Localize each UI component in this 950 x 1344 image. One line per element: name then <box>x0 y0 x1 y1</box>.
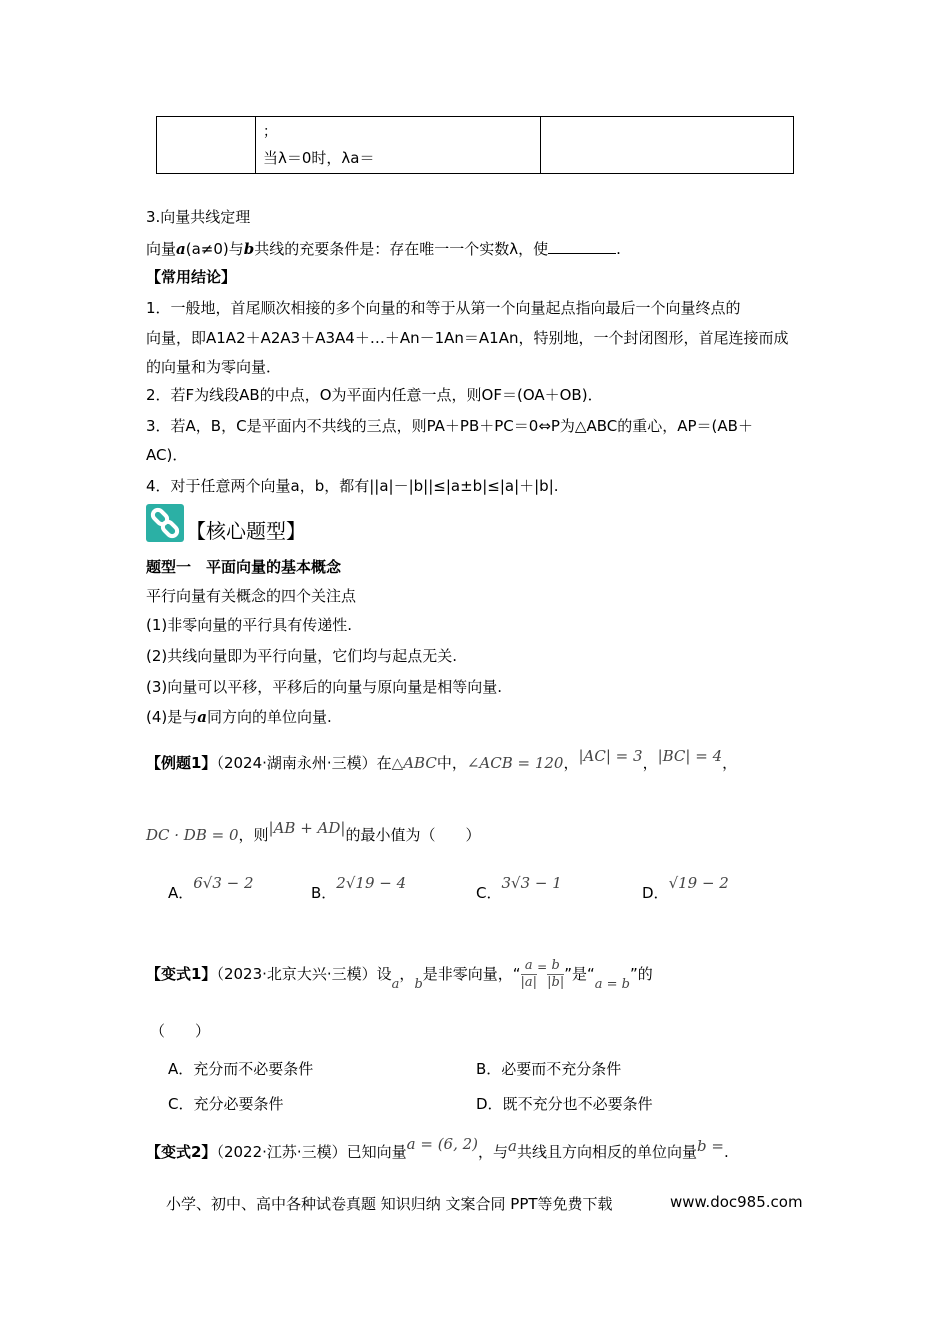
variant1-option-c[interactable] <box>168 1093 284 1114</box>
text-segment: ， <box>722 754 738 772</box>
option-letter: D． <box>642 884 669 902</box>
text-segment: ”是“ <box>564 965 595 983</box>
variant1-option-a[interactable] <box>168 1058 313 1079</box>
note-2: (2)共线向量即为平行向量，它们均与起点无关. <box>146 647 458 665</box>
fraction-denominator: |a| <box>520 975 538 990</box>
conclusions-heading: 【常用结论】 <box>146 268 237 286</box>
definition-table <box>156 116 794 174</box>
math-a: a <box>508 1137 517 1155</box>
math-a-eq-b: a = b <box>594 977 630 992</box>
table-cell-text-2: 当λ＝0时，λa＝ <box>263 149 375 167</box>
conclusion-3-line1: 3．若A，B，C是平面内不共线的三点，则PA＋PB＋PC＝0⇔P为△ABC的重心，AP＝(AB＋ <box>146 417 753 435</box>
option-text: 既不充分也不必要条件 <box>502 1095 653 1113</box>
variant1-option-b[interactable] <box>476 1058 621 1079</box>
text-segment: ， <box>563 754 579 772</box>
note-1: (1)非零向量的平行具有传递性. <box>146 616 353 634</box>
example1-line1 <box>146 747 738 773</box>
math-ac: |AC| = 3 <box>578 747 643 765</box>
text-segment: （2022·江苏·三模）已知向量 <box>216 1143 407 1161</box>
option-value: 2√19 − 4 <box>336 874 407 892</box>
variant1-paren: （ ） <box>150 1022 211 1040</box>
text-segment: 共线且方向相反的单位向量 <box>517 1143 698 1161</box>
conclusion-1-line1: 1．一般地，首尾顺次相接的多个向量的和等于从第一个向量起点指向最后一个向量终点的 <box>146 299 741 317</box>
variant-label: 【变式1】 <box>146 965 217 983</box>
type1-title: 题型一 平面向量的基本概念 <box>146 558 342 576</box>
text-segment: 中， <box>436 754 467 772</box>
text-segment: . <box>723 1143 729 1161</box>
option-letter: A． <box>168 1060 194 1078</box>
text-segment: (4)是与 <box>146 708 198 726</box>
vector-a: a <box>176 240 186 258</box>
conclusion-3-line2: AC)． <box>146 446 188 464</box>
text-segment: ”的 <box>630 965 653 983</box>
text-segment: 的最小值为（ ） <box>345 826 481 844</box>
option-letter: B． <box>311 884 337 902</box>
example1-line2 <box>146 819 481 845</box>
text-segment: ，与 <box>478 1143 509 1161</box>
link-icon <box>146 504 184 542</box>
text-segment: （2023·北京大兴·三模）设 <box>216 965 392 983</box>
text-segment: 共线的充要条件是：存在唯一一个实数λ，使 <box>254 240 549 258</box>
table-divider-1 <box>255 117 256 173</box>
variant1-option-d[interactable] <box>476 1093 653 1114</box>
conclusion-4: 4．对于任意两个向量a，b，都有||a|－|b||≤|a±b|≤|a|＋|b|. <box>146 477 559 495</box>
option-value: √19 − 2 <box>668 874 729 892</box>
text-segment: ， <box>642 754 658 772</box>
text-segment: 向量 <box>146 240 177 258</box>
example1-option-d[interactable] <box>642 874 729 903</box>
text-segment: ，则 <box>238 826 269 844</box>
option-text: 必要而不充分条件 <box>501 1060 622 1078</box>
footer-text: 小学、初中、高中各种试卷真题 知识归纳 文案合同 PPT等免费下载 <box>166 1195 613 1213</box>
variant2-line <box>146 1135 729 1162</box>
conclusion-1-line3: 的向量和为零向量． <box>146 358 282 376</box>
math-dot: DC · DB = 0 <box>146 826 239 844</box>
math-angle: ∠ACB = 120 <box>466 754 564 772</box>
option-letter: A． <box>168 884 194 902</box>
variant-label: 【变式2】 <box>146 1143 217 1161</box>
math-vector: a = (6, 2) <box>406 1135 479 1153</box>
table-divider-2 <box>540 117 541 173</box>
fill-blank <box>548 239 616 254</box>
option-value: 3√3 − 1 <box>501 874 562 892</box>
text-segment: （2024·湖南永州·三模）在 <box>216 754 392 772</box>
variant1-line1 <box>146 958 653 991</box>
example1-option-b[interactable] <box>311 874 407 903</box>
math-abad: |AB + AD| <box>268 819 346 837</box>
vector-a: a <box>197 708 207 726</box>
option-text: 充分而不必要条件 <box>193 1060 314 1078</box>
fraction-b <box>547 958 564 991</box>
option-letter: C． <box>476 884 502 902</box>
notes-title: 平行向量有关概念的四个关注点 <box>146 587 357 605</box>
math-b: b = <box>697 1137 724 1155</box>
text-segment: ， <box>399 965 415 983</box>
vector-b: b <box>243 240 255 258</box>
text-segment: . <box>616 240 621 258</box>
text-segment: (a≠0)与 <box>185 240 244 258</box>
example1-option-c[interactable] <box>476 874 562 903</box>
conclusion-1-line2: 向量，即A1A2＋A2A3＋A3A4＋…＋An－1An＝A1An，特别地，一个封闭图形，首尾连接而成 <box>146 329 789 347</box>
option-text: 充分必要条件 <box>193 1095 284 1113</box>
math-bc: |BC| = 4 <box>657 747 723 765</box>
text-segment: 同方向的单位向量. <box>206 708 332 726</box>
option-letter: D． <box>476 1095 503 1113</box>
math-triangle: △ABC <box>391 754 437 772</box>
fraction-numerator: b <box>551 958 560 973</box>
option-letter: B． <box>476 1060 502 1078</box>
note-4 <box>146 706 332 727</box>
core-heading: 【核心题型】 <box>186 519 306 543</box>
section3-title: 3.向量共线定理 <box>146 208 251 226</box>
note-3: (3)向量可以平移，平移后的向量与原向量是相等向量. <box>146 678 503 696</box>
option-letter: C． <box>168 1095 194 1113</box>
fraction-denominator: |b| <box>547 975 565 990</box>
fraction-numerator: a <box>524 958 533 973</box>
math-a: a <box>391 977 400 992</box>
example1-option-a[interactable] <box>168 874 254 903</box>
table-cell-text-1: ； <box>263 124 277 140</box>
collinear-theorem-line <box>146 238 621 259</box>
math-b: b <box>414 977 423 992</box>
math-eq: = <box>537 960 548 974</box>
text-segment: 是非零向量，“ <box>422 965 521 983</box>
example-label: 【例题1】 <box>146 754 217 772</box>
option-value: 6√3 − 2 <box>193 874 254 892</box>
footer-link[interactable]: www.doc985.com <box>670 1193 803 1211</box>
fraction-a <box>521 958 538 991</box>
conclusion-2: 2．若F为线段AB的中点，O为平面内任意一点，则OF＝(OA＋OB)． <box>146 386 603 404</box>
